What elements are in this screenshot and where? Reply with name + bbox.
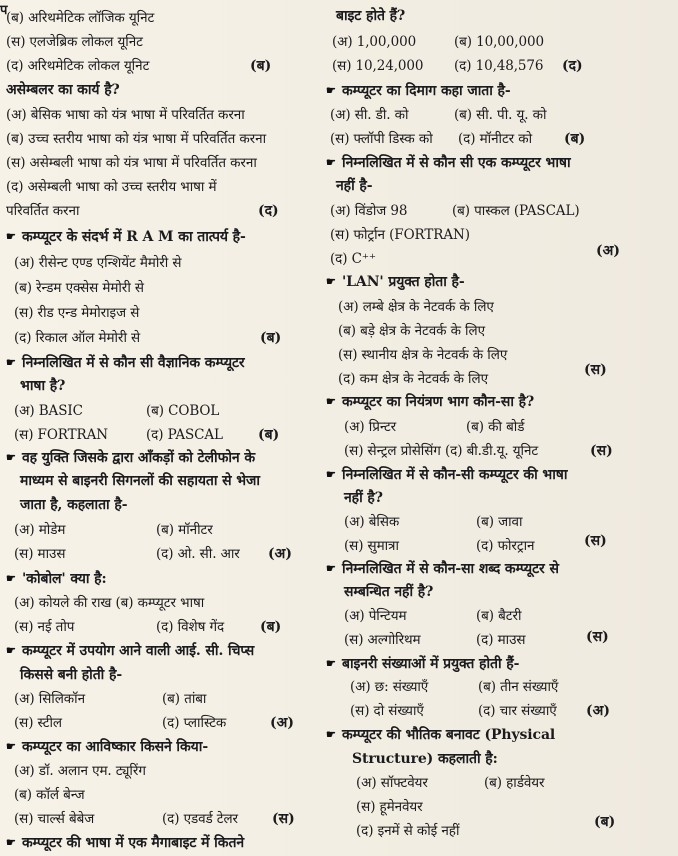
option-line: (स) नई तोप [14, 619, 75, 635]
option-line: (अ) बेसिक [344, 514, 400, 530]
option-line: (द) 10,48,576 [454, 58, 544, 74]
option-line: (द) असेम्बली भाषा को उच्च स्तरीय भाषा में [6, 179, 217, 195]
answer-mark: (अ) [268, 546, 292, 562]
question-text: ☛ कम्प्यूटर का आविष्कार किसने किया- [6, 739, 209, 755]
answer-mark: (स) [586, 629, 609, 645]
answer-mark: (स) [590, 443, 613, 459]
question-text: ☛ कम्प्यूटर का दिमाग कहा जाता है- [326, 83, 511, 99]
pointing-hand-icon: ☛ [326, 562, 336, 575]
answer-mark: (ब) [258, 427, 280, 443]
option-line: परिवर्तित करना [6, 203, 80, 219]
answer-mark: (स) [584, 362, 607, 378]
option-line: (द) रिकाल ऑल मेमोरी से [14, 330, 141, 346]
option-line: (द) मॉनीटर को [458, 131, 533, 147]
answer-mark: (अ) [270, 715, 294, 731]
question-text: ☛ वह युक्ति जिसके द्वारा आँकड़ों को टेलीफोन के [6, 450, 255, 466]
option-line: (ब) उच्च स्तरीय भाषा को यंत्र भाषा में परिवर्तित करना [6, 131, 266, 147]
option-line: (स) असेम्बली भाषा को यंत्र भाषा में परिवर्तित करना [6, 155, 257, 171]
option-line: (ब) पास्कल (PASCAL) [452, 203, 580, 219]
option-line: (अ) विंडोज 98 [330, 203, 408, 219]
option-line: (अ) मोडेम [14, 522, 66, 538]
question-text: ☛ निम्नलिखित में से कौन-सी कम्प्यूटर की भाषा [326, 467, 568, 483]
option-line: (द) एडवर्ड टेलर [162, 811, 238, 827]
option-line: (स) दो संख्याएँ [350, 703, 424, 719]
option-line: (द) फोरट्रान [476, 538, 535, 554]
pointing-hand-icon: ☛ [6, 644, 16, 657]
option-line: (अ) कोयले की राख (ब) कम्प्यूटर भाषा [14, 595, 205, 611]
option-line: (अ) छ: संख्याएँ [350, 679, 429, 695]
option-line: (स) अल्गोरिथम [344, 632, 421, 648]
question-text: Structure) कहलाती है: [352, 751, 498, 767]
answer-mark: (द) [562, 58, 583, 74]
question-text: नहीं है? [344, 490, 383, 506]
option-line: (अ) डॉ. अलान एम. ट्यूरिंग [14, 763, 146, 779]
option-line: (ब) मॉनीटर [156, 522, 213, 538]
option-line: (ब) रेन्डम एक्सेस मेमोरी से [14, 280, 144, 296]
option-line: (ब) बड़े क्षेत्र के नेटवर्क के लिए [338, 323, 485, 339]
question-text: जाता है, कहलाता है- [20, 497, 128, 513]
option-line: (स) माउस [14, 546, 66, 562]
option-line: (अ) सिलिकॉन [14, 691, 85, 707]
option-line: (ब) तीन संख्याएँ [478, 679, 559, 695]
answer-mark: (ब) [564, 131, 586, 147]
answer-mark: (द) [258, 203, 279, 219]
option-line: (स) फ्लॉपी डिस्क को [330, 131, 433, 147]
option-line: (द) ओ. सी. आर [156, 546, 240, 562]
option-line: (ब) सी. पी. यू. को [454, 107, 547, 123]
option-line: (स) फोर्ट्रान (FORTRAN) [330, 227, 470, 243]
pointing-hand-icon: ☛ [326, 156, 336, 169]
pointing-hand-icon: ☛ [6, 836, 16, 849]
question-text: ☛ कम्प्यूटर के संदर्भ में R A M का तात्पर्य है- [6, 229, 246, 245]
option-line: (अ) बेसिक भाषा को यंत्र भाषा में परिवर्तित करना [6, 107, 245, 123]
option-line: (द) चार संख्याएँ [478, 703, 557, 719]
pointing-hand-icon: ☛ [326, 84, 336, 97]
option-line: (अ) 1,00,000 [332, 34, 417, 50]
pointing-hand-icon: ☛ [326, 728, 336, 741]
answer-mark: (अ) [586, 703, 610, 719]
pointing-hand-icon: ☛ [6, 572, 16, 585]
option-line: (द) माउस [476, 632, 526, 648]
option-line: (स) FORTRAN [14, 427, 108, 443]
question-text: ☛ कम्प्यूटर का नियंत्रण भाग कौन-सा है? [326, 394, 535, 410]
question-text: नहीं है- [336, 178, 373, 194]
pointing-hand-icon: ☛ [326, 275, 336, 288]
option-line: (अ) BASIC [14, 403, 83, 419]
question-text: ☛ निम्नलिखित में से कौन सी एक कम्प्यूटर भाषा [326, 155, 571, 171]
question-text: ☛ 'कोबोल' क्या है: [6, 571, 107, 587]
option-line: (अ) लम्बे क्षेत्र के नेटवर्क के लिए [338, 299, 494, 315]
option-line: (ब) कॉर्ल बेन्ज [14, 787, 85, 803]
question-text: किससे बनी होती है- [20, 667, 123, 683]
option-line: (ब) अरिथमेटिक लॉजिक यूनिट [6, 10, 155, 26]
question-text: माध्यम से बाइनरी सिगनलों की सहायता से भेजा [20, 473, 260, 489]
question-text: सम्बन्धित नहीं है? [344, 584, 434, 600]
answer-mark: (ब) [260, 619, 282, 635]
option-line: (स) सेन्ट्रल प्रोसेसिंग (द) बी.डी.यू. यूनिट [344, 443, 539, 459]
corner-mark: प [0, 3, 8, 18]
option-line: (स) रीड एन्ड मेमोराइज से [14, 305, 140, 321]
option-line: (द) PASCAL [146, 427, 223, 443]
pointing-hand-icon: ☛ [326, 395, 336, 408]
option-line: (ब) बैटरी [476, 608, 522, 624]
question-text: असेम्बलर का कार्य है? [6, 82, 120, 98]
question-text: बाइट होते हैं? [336, 8, 406, 24]
option-line: (अ) पेन्टियम [344, 608, 407, 624]
option-line: (अ) सी. डी. को [330, 107, 409, 123]
option-line: (अ) प्रिन्टर [344, 419, 397, 435]
answer-mark: (ब) [260, 330, 282, 346]
answer-mark: (ब) [250, 58, 272, 74]
option-line: (ब) COBOL [146, 403, 220, 419]
option-line: (द) प्लास्टिक [162, 715, 227, 731]
option-line: (द) विशेष गेंद [156, 619, 225, 635]
question-text: ☛ कम्प्यूटर में उपयोग आने वाली आई. सी. चिप्स [6, 643, 255, 659]
option-line: (द) कम क्षेत्र के नेटवर्क के लिए [338, 371, 488, 387]
option-line: (अ) रीसेन्ट एण्ड एन्शियेंट मैमोरी से [14, 255, 182, 271]
option-line: (द) इनमें से कोई नहीं [356, 823, 460, 839]
option-line: (स) स्थानीय क्षेत्र के नेटवर्क के लिए [338, 347, 508, 363]
option-line: (स) चार्ल्स बेबेज [14, 811, 95, 827]
question-text: ☛ कम्प्यूटर की भौतिक बनावट (Physical [326, 727, 556, 743]
question-text: ☛ निम्नलिखित में से कौन सी वैज्ञानिक कम्प्यूटर [6, 355, 245, 371]
option-line: (स) हूमेनवेयर [356, 799, 423, 815]
option-line: (ब) हार्डवेयर [484, 775, 545, 791]
option-line: (द) अरिथमेटिक लोकल यूनिट [6, 58, 150, 74]
answer-mark: (ब) [594, 814, 616, 830]
option-line: (द) C⁺⁺ [330, 251, 376, 267]
pointing-hand-icon: ☛ [6, 740, 16, 753]
option-line: (स) स्टील [14, 715, 62, 731]
question-text: ☛ निम्नलिखित में से कौन-सा शब्द कम्प्यूटर से [326, 561, 559, 577]
answer-mark: (स) [584, 533, 607, 549]
question-text: भाषा है? [20, 378, 66, 394]
question-text: ☛ 'LAN' प्रयुक्त होता है- [326, 274, 465, 290]
option-line: (ब) तांबा [162, 691, 207, 707]
option-line: (स) सुमात्रा [344, 538, 399, 554]
question-text: ☛ बाइनरी संख्याओं में प्रयुक्त होती हैं- [326, 656, 520, 672]
option-line: (ब) 10,00,000 [454, 34, 544, 50]
pointing-hand-icon: ☛ [6, 230, 16, 243]
pointing-hand-icon: ☛ [326, 657, 336, 670]
option-line: (ब) जावा [476, 514, 523, 530]
pointing-hand-icon: ☛ [6, 356, 16, 369]
option-line: (अ) सॉफ्टवेयर [356, 775, 428, 791]
option-line: (ब) की बोर्ड [466, 419, 525, 435]
pointing-hand-icon: ☛ [326, 468, 336, 481]
answer-mark: (अ) [596, 243, 620, 259]
option-line: (स) 10,24,000 [332, 58, 424, 74]
question-text: ☛ कम्प्यूटर की भाषा में एक मैगाबाइट में कितने [6, 835, 245, 851]
pointing-hand-icon: ☛ [6, 451, 16, 464]
option-line: (स) एलजेब्रिक लोकल यूनिट [6, 34, 143, 50]
answer-mark: (स) [272, 811, 295, 827]
